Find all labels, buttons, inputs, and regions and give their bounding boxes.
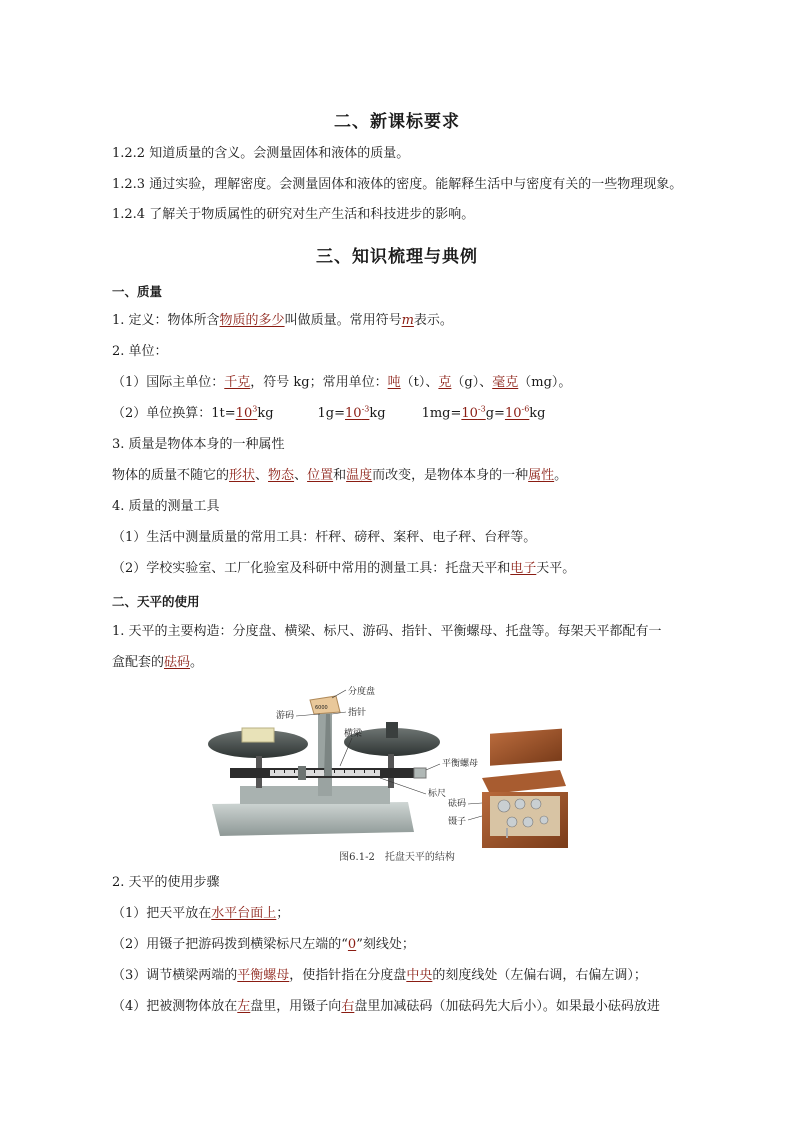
blank-center: 中央 — [406, 968, 433, 983]
blank-ton-to-kg: $10^3$ — [235, 404, 258, 421]
tools-daily: （1）生活中测量质量的常用工具：杆秤、磅秤、案秤、电子秤、台秤等。 — [112, 530, 537, 545]
blank-ton: 吨 — [387, 375, 401, 390]
unit-heading: 2. 单位： — [112, 344, 168, 359]
blank-mg-to-kg: $10^{-6}$ — [504, 404, 530, 421]
blank-kilogram: 千克 — [224, 375, 251, 390]
balance-structure-line1: 1. 天平的主要构造：分度盘、横梁、标尺、游码、指针、平衡螺母、托盘等。每架天平都配有一 — [112, 624, 662, 639]
property-statement: 物体的质量不随它的形状、物态、位置和温度而改变，是物体本身的一种属性。 — [112, 468, 568, 483]
blank-symbol-m: m — [401, 313, 414, 328]
blank-electronic: 电子 — [510, 561, 537, 576]
unit-si: （1）国际主单位：千克，符号 kg；常用单位：吨（t）、克（g）、毫克（mg）。 — [112, 375, 572, 390]
step-1: （1）把天平放在水平台面上； — [112, 906, 290, 921]
rider-block — [298, 766, 306, 780]
label-pointer: 指针 — [348, 708, 367, 718]
standard-1-2-3: 1.2.3 通过实验，理解密度。会测量固体和液体的密度。能解释生活中与密度有关的一些物理现象。 — [112, 177, 683, 192]
blank-zero-mark: 0 — [347, 937, 357, 952]
heading-curriculum-standards: 二、新课标要求 — [334, 112, 460, 132]
weight-on-pan — [386, 722, 398, 738]
standard-1-2-4: 1.2.4 了解关于物质属性的研究对生产生活和科技进步的影响。 — [112, 207, 475, 222]
box-lid — [490, 729, 562, 766]
blank-horizontal-table: 水平台面上 — [211, 906, 277, 921]
blank-temperature: 温度 — [346, 468, 373, 483]
label-weights: 砝码 — [448, 799, 467, 809]
label-dial: 分度盘 — [348, 687, 376, 697]
section-mass: 一、质量 — [112, 284, 163, 299]
step-3: （3）调节横梁两端的平衡螺母，使指针指在分度盘中央的刻度线处（左偏右调，右偏左调）； — [112, 968, 647, 983]
blank-weights: 砝码 — [164, 655, 191, 670]
section-balance-use: 二、天平的使用 — [112, 594, 200, 609]
unit-conversion: （2）单位换算：$1t=10^3kg$ $1g=10^{-3}kg$ $1mg=10^{-3}g=10^{-6}kg$ — [112, 404, 546, 421]
step-4: （4）把被测物体放在左盘里，用镊子向右盘里加减砝码（加砝码先大后小）。如果最小砝码放进 — [112, 999, 660, 1014]
blank-g-to-kg: $10^{-3}$ — [345, 404, 370, 421]
balance-nut — [414, 768, 426, 778]
blank-mg-to-g: $10^{-3}$ — [461, 404, 486, 421]
blank-position: 位置 — [307, 468, 334, 483]
blank-shape: 形状 — [229, 468, 256, 483]
blank-amount-of-matter: 物质的多少 — [219, 313, 285, 328]
mass-definition: 1. 定义：物体所含物质的多少叫做质量。常用符号m表示。 — [112, 313, 453, 328]
tools-lab: （2）学校实验室、工厂化验室及科研中常用的测量工具：托盘天平和电子天平。 — [112, 561, 576, 576]
heading-knowledge-review: 三、知识梳理与典例 — [316, 247, 478, 267]
blank-gram: 克 — [438, 375, 452, 390]
step-2: （2）用镊子把游码拨到横梁标尺左端的“0”刻线处； — [112, 937, 415, 952]
object-on-pan — [242, 728, 274, 742]
label-tweezers: 镊子 — [448, 817, 467, 827]
steps-heading: 2. 天平的使用步骤 — [112, 875, 220, 890]
box-lid-top — [482, 770, 566, 794]
label-scale: 标尺 — [428, 789, 447, 799]
standard-1-2-2: 1.2.2 知道质量的含义。会测量固体和液体的质量。 — [112, 146, 410, 161]
label-nut: 平衡螺母 — [442, 759, 479, 769]
label-beam: 横梁 — [344, 729, 363, 739]
balance-base — [212, 802, 414, 836]
property-heading: 3. 质量是物体本身的一种属性 — [112, 437, 285, 452]
figure-caption: 图6.1-2 托盘天平的结构 — [339, 852, 455, 863]
balance-structure-line2: 盒配套的砝码。 — [112, 655, 204, 670]
blank-property: 属性 — [528, 468, 555, 483]
blank-state: 物态 — [268, 468, 295, 483]
blank-right: 右 — [341, 999, 355, 1014]
blank-milligram: 毫克 — [492, 375, 519, 390]
blank-left: 左 — [237, 999, 251, 1014]
base-block — [240, 786, 390, 804]
svg-text:6000: 6000 — [315, 705, 328, 711]
balance-structure-figure — [200, 684, 592, 862]
blank-balance-nut: 平衡螺母 — [237, 968, 290, 983]
tweezers — [506, 828, 508, 838]
tools-heading: 4. 质量的测量工具 — [112, 499, 220, 514]
label-rider: 游码 — [276, 711, 295, 721]
